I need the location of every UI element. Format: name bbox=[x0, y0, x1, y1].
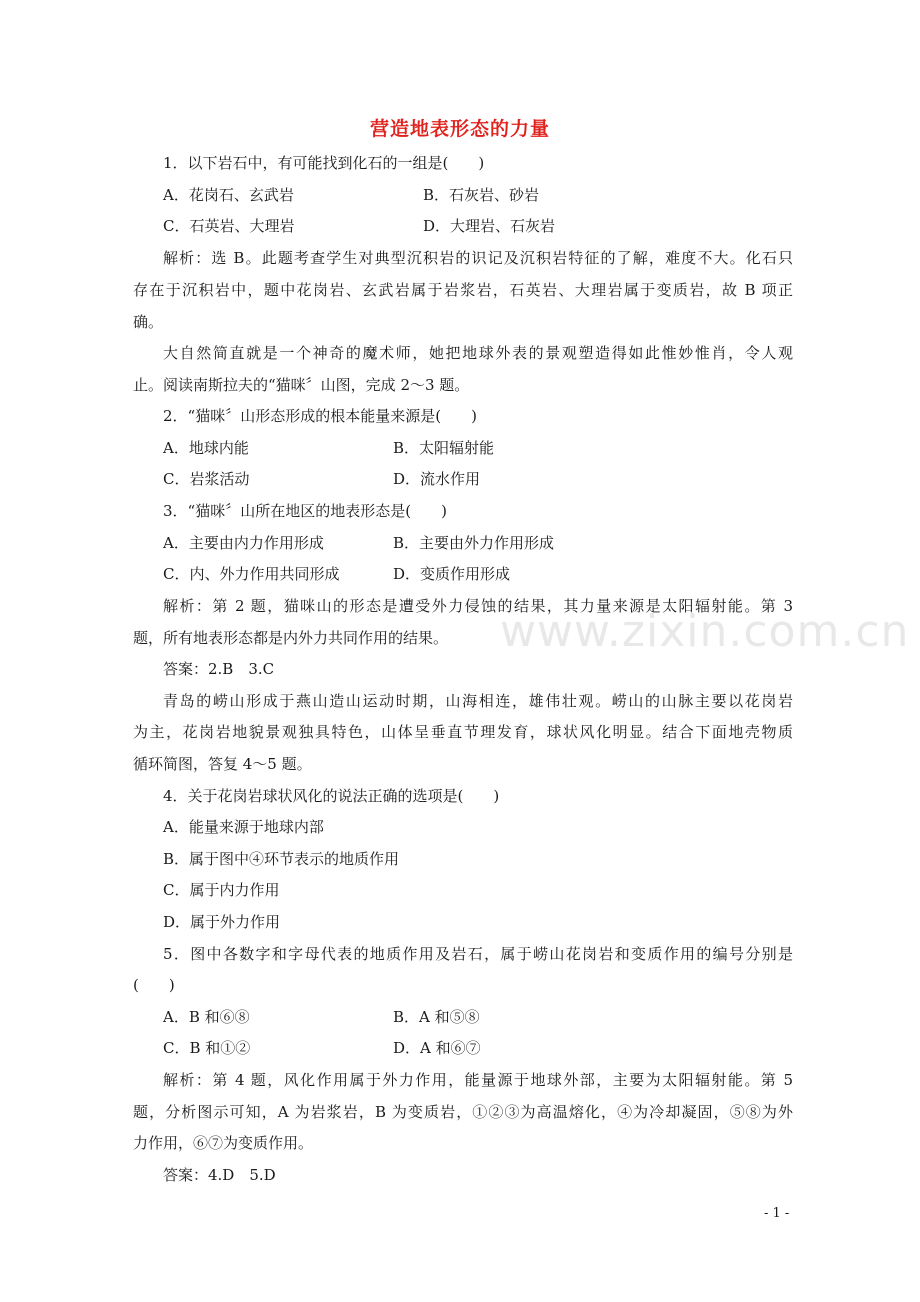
question-5-stem: 5．图中各数字和字母代表的地质作用及岩石，属于崂山花岗岩和变质作用的编号分别是 bbox=[163, 945, 793, 963]
analysis-4-5-line-1: 解析：第 4 题，风化作用属于外力作用，能量源于地球外部，主要为太阳辐射能。第 5 bbox=[163, 1071, 793, 1089]
question-2-option-a: A．地球内能 bbox=[163, 439, 249, 457]
question-4-option-d: D．属于外力作用 bbox=[163, 913, 281, 931]
question-5-options-row-2 bbox=[163, 1038, 481, 1058]
analysis-4-5-line-3: 力作用，⑥⑦为变质作用。 bbox=[133, 1134, 314, 1152]
question-1-analysis-line-1: 解析：选 B。此题考查学生对典型沉积岩的识记及沉积岩特征的了解，难度不大。化石只 bbox=[163, 249, 793, 267]
question-4-option-c: C．属于内力作用 bbox=[163, 881, 280, 899]
question-3-options-row-1 bbox=[163, 533, 555, 553]
question-3-stem: 3．“猫咪〞山所在地区的地表形态是( ) bbox=[163, 502, 447, 520]
passage-2-line-2: 为主，花岗岩地貌景观独具特色，山体呈垂直节理发育，球状风化明显。结合下面地壳物质 bbox=[133, 723, 793, 741]
question-1-option-d: D．大理岩、石灰岩 bbox=[423, 217, 556, 235]
question-5-option-c: C．B 和①② bbox=[163, 1039, 251, 1057]
question-3-options-row-2 bbox=[163, 564, 511, 584]
question-3-option-b: B．主要由外力作用形成 bbox=[393, 534, 555, 552]
question-1-options-row-1 bbox=[163, 185, 540, 205]
question-2-option-c: C．岩浆活动 bbox=[163, 470, 250, 488]
question-3-option-d: D．变质作用形成 bbox=[393, 565, 511, 583]
question-5-option-a: A．B 和⑥⑧ bbox=[163, 1008, 250, 1026]
question-2-option-b: B．太阳辐射能 bbox=[393, 439, 495, 457]
passage-2-line-3: 循环简图，答复 4～5 题。 bbox=[133, 755, 312, 773]
question-1-analysis-line-2: 存在于沉积岩中，题中花岗岩、玄武岩属于岩浆岩，石英岩、大理岩属于变质岩，故 B 项正 bbox=[133, 281, 793, 299]
watermark: www.zixin.com.cn bbox=[500, 606, 910, 657]
question-4-option-a: A．能量来源于地球内部 bbox=[163, 818, 324, 836]
question-1-analysis-line-3: 确。 bbox=[133, 313, 164, 331]
passage-1-line-2: 止。阅读南斯拉夫的“猫咪〞山图，完成 2～3 题。 bbox=[133, 376, 470, 394]
question-3-option-a: A．主要由内力作用形成 bbox=[163, 534, 324, 552]
question-5-option-d: D．A 和⑥⑦ bbox=[393, 1039, 481, 1057]
analysis-2-3-line-2: 题，所有地表形态都是内外力共同作用的结果。 bbox=[133, 629, 449, 647]
question-2-options-row-2 bbox=[163, 469, 481, 489]
question-3-option-c: C．内、外力作用共同形成 bbox=[163, 565, 340, 583]
question-5-paren: ( ) bbox=[133, 976, 175, 994]
page-number: - 1 - bbox=[764, 1206, 790, 1221]
analysis-4-5-line-2: 题，分析图示可知，A 为岩浆岩，B 为变质岩，①②③为高温熔化，④为冷却凝固，⑤⑧为外 bbox=[133, 1103, 793, 1121]
question-1-option-a: A．花岗石、玄武岩 bbox=[163, 186, 294, 204]
question-1-stem: 1．以下岩石中，有可能找到化石的一组是( ) bbox=[163, 154, 485, 172]
passage-1-line-1: 大自然简直就是一个神奇的魔术师，她把地球外表的景观塑造得如此惟妙惟肖，令人观 bbox=[163, 344, 793, 362]
question-1-option-b: B．石灰岩、砂岩 bbox=[423, 186, 540, 204]
analysis-2-3-line-1: 解析：第 2 题，猫咪山的形态是遭受外力侵蚀的结果，其力量来源是太阳辐射能。第 3 bbox=[163, 597, 793, 615]
question-5-option-b: B．A 和⑤⑧ bbox=[393, 1008, 480, 1026]
question-4-stem: 4．关于花岗岩球状风化的说法正确的选项是( ) bbox=[163, 787, 500, 805]
question-2-option-d: D．流水作用 bbox=[393, 470, 481, 488]
question-2-stem: 2．“猫咪〞山形态形成的根本能量来源是( ) bbox=[163, 407, 477, 425]
question-1-option-c: C．石英岩、大理岩 bbox=[163, 217, 295, 235]
question-4-option-b: B．属于图中④环节表示的地质作用 bbox=[163, 850, 400, 868]
question-2-options-row-1 bbox=[163, 438, 495, 458]
question-1-options-row-2 bbox=[163, 216, 556, 236]
question-5-options-row-1 bbox=[163, 1007, 480, 1027]
passage-2-line-1: 青岛的崂山形成于燕山造山运动时期，山海相连，雄伟壮观。崂山的山脉主要以花岗岩 bbox=[163, 692, 793, 710]
document-title: 营造地表形态的力量 bbox=[369, 118, 550, 140]
answer-4-5: 答案：4.D 5.D bbox=[163, 1166, 276, 1184]
answer-2-3: 答案：2.B 3.C bbox=[163, 660, 275, 678]
